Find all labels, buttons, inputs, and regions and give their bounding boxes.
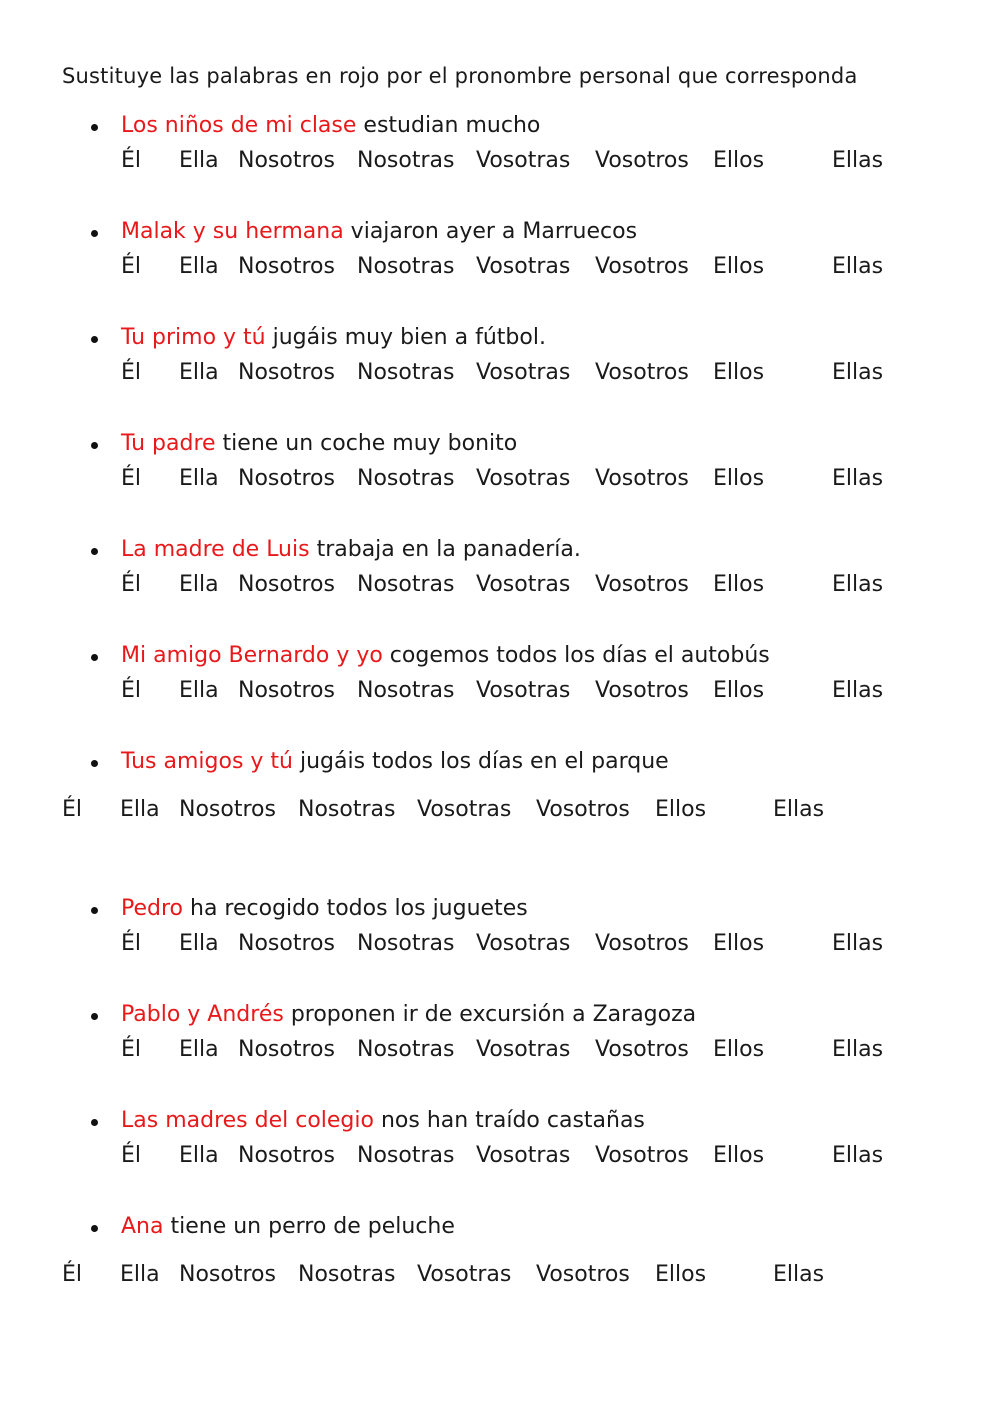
exercise-sentence: [121, 1002, 696, 1027]
pronoun-option[interactable]: Ella: [179, 360, 219, 385]
pronoun-option[interactable]: Él: [62, 797, 83, 822]
pronoun-option[interactable]: Ellos: [713, 360, 765, 385]
pronoun-option[interactable]: Nosotros: [238, 1143, 335, 1168]
highlighted-phrase: Malak y su hermana: [121, 219, 344, 244]
exercise-sentence: [121, 325, 546, 350]
pronoun-option[interactable]: Ellos: [655, 797, 707, 822]
pronoun-option[interactable]: Ella: [179, 1037, 219, 1062]
instruction-text: Sustituye las palabras en rojo por el pronombre personal que corresponda: [62, 64, 858, 88]
highlighted-phrase: Tu primo y tú: [121, 325, 266, 350]
pronoun-option[interactable]: Nosotras: [298, 1262, 396, 1287]
bullet-icon: [91, 230, 98, 237]
pronoun-option[interactable]: Ella: [179, 466, 219, 491]
pronoun-option[interactable]: Ellos: [713, 254, 765, 279]
sentence-rest: viajaron ayer a Marruecos: [343, 219, 638, 244]
pronoun-option[interactable]: Vosotros: [595, 931, 689, 956]
sentence-rest: tiene un coche muy bonito: [215, 431, 518, 456]
pronoun-option[interactable]: Vosotros: [595, 360, 689, 385]
pronoun-option[interactable]: Vosotras: [476, 148, 571, 173]
bullet-icon: [91, 760, 98, 767]
pronoun-option[interactable]: Ellos: [713, 1037, 765, 1062]
pronoun-options: [0, 1143, 884, 1173]
bullet-icon: [91, 907, 98, 914]
pronoun-option[interactable]: Nosotras: [357, 1143, 455, 1168]
pronoun-option[interactable]: Vosotras: [476, 931, 571, 956]
pronoun-option[interactable]: Nosotras: [357, 1037, 455, 1062]
highlighted-phrase: La madre de Luis: [121, 537, 310, 562]
highlighted-phrase: Pablo y Andrés: [121, 1002, 284, 1027]
exercise-sentence: [121, 431, 517, 456]
sentence-rest: trabaja en la panadería.: [309, 537, 581, 562]
pronoun-option[interactable]: Vosotros: [595, 1037, 689, 1062]
sentence-rest: tiene un perro de peluche: [163, 1214, 455, 1239]
pronoun-option[interactable]: Nosotras: [298, 797, 396, 822]
pronoun-option[interactable]: Ella: [120, 797, 160, 822]
pronoun-option[interactable]: Nosotros: [238, 931, 335, 956]
exercise-sentence: [121, 537, 581, 562]
pronoun-option[interactable]: Nosotros: [238, 360, 335, 385]
pronoun-option[interactable]: Vosotros: [536, 797, 630, 822]
pronoun-option[interactable]: Nosotras: [357, 148, 455, 173]
pronoun-option[interactable]: Él: [121, 466, 142, 491]
pronoun-option[interactable]: Nosotros: [238, 678, 335, 703]
pronoun-option[interactable]: Él: [121, 1037, 142, 1062]
bullet-icon: [91, 654, 98, 661]
pronoun-option[interactable]: Ella: [179, 254, 219, 279]
pronoun-option[interactable]: Ellas: [832, 572, 884, 597]
pronoun-option[interactable]: Ellas: [832, 148, 884, 173]
pronoun-option[interactable]: Él: [121, 148, 142, 173]
pronoun-option[interactable]: Ella: [120, 1262, 160, 1287]
bullet-icon: [91, 1225, 98, 1232]
highlighted-phrase: Los niños de mi clase: [121, 113, 357, 138]
exercise-sentence: [121, 1214, 455, 1239]
pronoun-option[interactable]: Ellas: [832, 466, 884, 491]
pronoun-option[interactable]: Nosotras: [357, 466, 455, 491]
bullet-icon: [91, 1013, 98, 1020]
highlighted-phrase: Pedro: [121, 896, 184, 921]
pronoun-option[interactable]: Él: [62, 1262, 83, 1287]
highlighted-phrase: Mi amigo Bernardo y yo: [121, 643, 383, 668]
pronoun-options: [0, 466, 884, 496]
pronoun-option[interactable]: Nosotros: [179, 797, 276, 822]
pronoun-option[interactable]: Vosotras: [476, 1143, 571, 1168]
pronoun-option[interactable]: Nosotros: [238, 148, 335, 173]
pronoun-option[interactable]: Ellas: [773, 1262, 825, 1287]
pronoun-options: [0, 572, 884, 602]
pronoun-option[interactable]: Ellos: [713, 931, 765, 956]
highlighted-phrase: Ana: [121, 1214, 164, 1239]
bullet-icon: [91, 336, 98, 343]
pronoun-options: [0, 148, 884, 178]
pronoun-option[interactable]: Vosotras: [476, 572, 571, 597]
sentence-rest: jugáis muy bien a fútbol.: [265, 325, 546, 350]
pronoun-option[interactable]: Vosotras: [476, 1037, 571, 1062]
pronoun-option[interactable]: Vosotros: [595, 1143, 689, 1168]
pronoun-option[interactable]: Vosotras: [476, 360, 571, 385]
sentence-rest: nos han traído castañas: [373, 1108, 645, 1133]
pronoun-options: [0, 678, 884, 708]
exercise-sentence: [121, 749, 669, 774]
pronoun-option[interactable]: Ellas: [832, 931, 884, 956]
pronoun-option[interactable]: Ellos: [655, 1262, 707, 1287]
bullet-icon: [91, 124, 98, 131]
pronoun-option[interactable]: Él: [121, 1143, 142, 1168]
sentence-rest: estudian mucho: [356, 113, 541, 138]
bullet-icon: [91, 548, 98, 555]
exercise-sentence: [121, 1108, 645, 1133]
pronoun-option[interactable]: Ella: [179, 148, 219, 173]
pronoun-option[interactable]: Ella: [179, 1143, 219, 1168]
pronoun-option[interactable]: Vosotras: [476, 466, 571, 491]
pronoun-options: [0, 1037, 884, 1067]
pronoun-option[interactable]: Ellas: [773, 797, 825, 822]
pronoun-option[interactable]: Nosotros: [179, 1262, 276, 1287]
pronoun-option[interactable]: Nosotros: [238, 466, 335, 491]
bullet-icon: [91, 442, 98, 449]
exercise-sentence: [121, 113, 540, 138]
pronoun-option[interactable]: Ellos: [713, 148, 765, 173]
pronoun-option[interactable]: Él: [121, 931, 142, 956]
pronoun-option[interactable]: Él: [121, 678, 142, 703]
pronoun-option[interactable]: Nosotras: [357, 360, 455, 385]
sentence-rest: ha recogido todos los juguetes: [183, 896, 528, 921]
pronoun-option[interactable]: Vosotros: [595, 148, 689, 173]
pronoun-option[interactable]: Ellas: [832, 1143, 884, 1168]
pronoun-option[interactable]: Vosotros: [595, 466, 689, 491]
pronoun-option[interactable]: Ellos: [713, 466, 765, 491]
pronoun-option[interactable]: Nosotras: [357, 678, 455, 703]
pronoun-option[interactable]: Vosotros: [536, 1262, 630, 1287]
pronoun-option[interactable]: Él: [121, 572, 142, 597]
pronoun-option[interactable]: Nosotras: [357, 254, 455, 279]
pronoun-option[interactable]: Ellos: [713, 678, 765, 703]
pronoun-option[interactable]: Ellos: [713, 572, 765, 597]
highlighted-phrase: Tu padre: [121, 431, 216, 456]
pronoun-option[interactable]: Ella: [179, 572, 219, 597]
sentence-rest: jugáis todos los días en el parque: [292, 749, 669, 774]
pronoun-option[interactable]: Vosotros: [595, 254, 689, 279]
pronoun-option[interactable]: Vosotras: [476, 678, 571, 703]
pronoun-option[interactable]: Vosotras: [417, 797, 512, 822]
pronoun-option[interactable]: Vosotras: [476, 254, 571, 279]
pronoun-options: [0, 797, 825, 827]
pronoun-option[interactable]: Ellas: [832, 1037, 884, 1062]
pronoun-option[interactable]: Él: [121, 360, 142, 385]
pronoun-option[interactable]: Nosotros: [238, 1037, 335, 1062]
pronoun-option[interactable]: Nosotras: [357, 572, 455, 597]
pronoun-option[interactable]: Ella: [179, 931, 219, 956]
pronoun-option[interactable]: Nosotros: [238, 254, 335, 279]
pronoun-option[interactable]: Ellas: [832, 678, 884, 703]
pronoun-option[interactable]: Nosotros: [238, 572, 335, 597]
pronoun-option[interactable]: Vosotras: [417, 1262, 512, 1287]
exercise-sentence: [121, 896, 528, 921]
sentence-rest: proponen ir de excursión a Zaragoza: [283, 1002, 697, 1027]
pronoun-option[interactable]: Ellas: [832, 254, 884, 279]
pronoun-option[interactable]: Ellas: [832, 360, 884, 385]
sentence-rest: cogemos todos los días el autobús: [382, 643, 770, 668]
pronoun-options: [0, 360, 884, 390]
pronoun-options: [0, 254, 884, 284]
highlighted-phrase: Tus amigos y tú: [121, 749, 293, 774]
highlighted-phrase: Las madres del colegio: [121, 1108, 374, 1133]
pronoun-option[interactable]: Ella: [179, 678, 219, 703]
exercise-sentence: [121, 643, 770, 668]
pronoun-options: [0, 931, 884, 961]
pronoun-options: [0, 1262, 825, 1292]
bullet-icon: [91, 1119, 98, 1126]
pronoun-option[interactable]: Ellos: [713, 1143, 765, 1168]
exercise-sentence: [121, 219, 637, 244]
pronoun-option[interactable]: Él: [121, 254, 142, 279]
pronoun-option[interactable]: Nosotras: [357, 931, 455, 956]
pronoun-option[interactable]: Vosotros: [595, 572, 689, 597]
pronoun-option[interactable]: Vosotros: [595, 678, 689, 703]
